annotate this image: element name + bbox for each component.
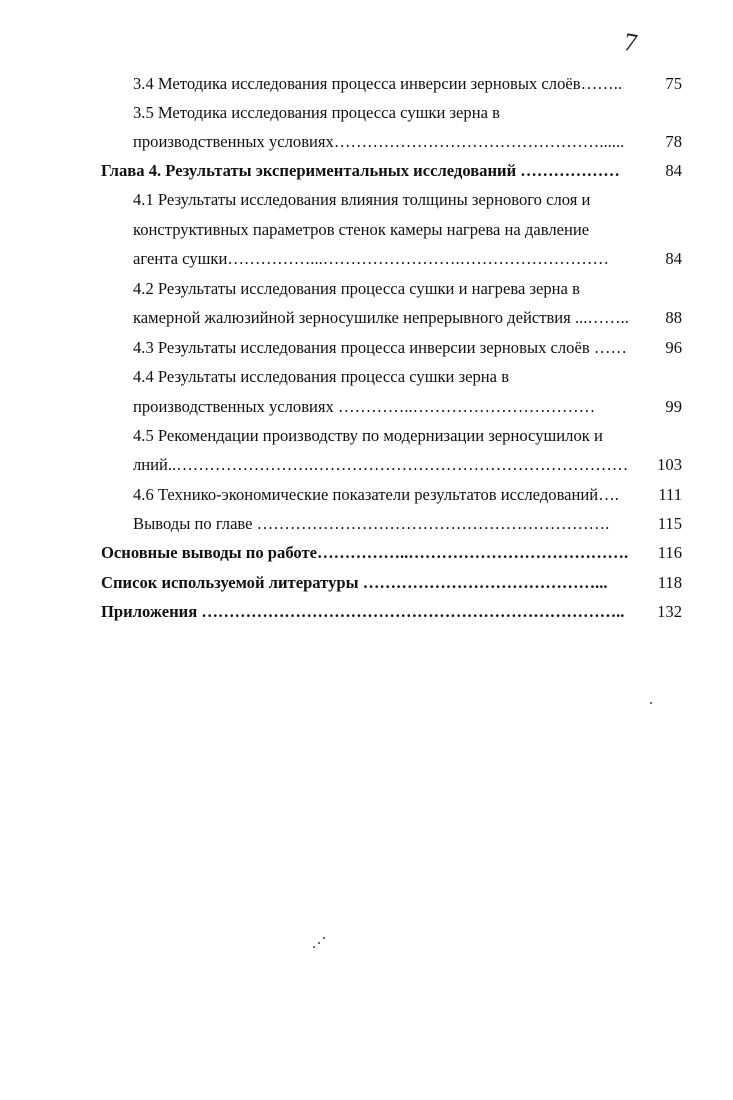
toc-entry-3-4: 3.4 Методика исследования процесса инверсии зерновых слоёв…….. — [133, 74, 623, 93]
toc-page-number: 78 — [665, 132, 682, 151]
toc-page-number: 132 — [657, 602, 682, 621]
toc-entry-4-4: 4.4 Результаты исследования процесса сушки зерна в — [133, 367, 510, 386]
toc-chapter-4: Глава 4. Результаты экспериментальных исследований ……………… — [101, 161, 620, 180]
toc-entry-4-6: 4.6 Технико-экономические показатели результатов исследований…. — [133, 485, 619, 504]
handwritten-page-number: 7 — [621, 27, 640, 58]
toc-entry-4-3: 4.3 Результаты исследования процесса инверсии зерновых слоёв …… — [133, 338, 628, 357]
toc-entry-3-5: 3.5 Методика исследования процесса сушки зерна в — [133, 103, 500, 122]
toc-page-number: 111 — [658, 485, 682, 504]
toc-entry-4-1-cont: конструктивных параметров стенок камеры нагрева на давление — [133, 220, 590, 239]
toc-page-number: 118 — [657, 573, 682, 592]
toc-page-number: 115 — [657, 514, 682, 533]
toc-entry-4-1-cont2: агента сушки……………...…………………….……………………… — [133, 249, 609, 268]
toc-page-number: 116 — [657, 543, 682, 562]
toc-entry-4-2-cont: камерной жалюзийной зерносушилке непрерывного действия ...…….. — [133, 308, 629, 327]
toc-page-number: 84 — [665, 249, 682, 268]
toc-entry-4-4-cont: производственных условиях …………..…………………………… — [133, 397, 596, 416]
scan-speck — [318, 942, 320, 944]
scan-speck — [313, 946, 315, 948]
scan-speck — [650, 702, 652, 704]
toc-page-number: 84 — [665, 161, 682, 180]
scan-speck — [323, 937, 325, 939]
toc-main-conclusions: Основные выводы по работе……………..…………………………………. — [101, 543, 629, 562]
toc-entry-3-5-cont: производственных условиях…………………………………………...... — [133, 132, 625, 151]
toc-entry-conclusions-chapter: Выводы по главе ………………………………………………………. — [133, 514, 610, 533]
toc-entry-4-1: 4.1 Результаты исследования влияния толщины зернового слоя и — [133, 190, 591, 209]
toc-entry-4-5: 4.5 Рекомендации производству по модернизации зерносушилок и — [133, 426, 603, 445]
toc-page-number: 75 — [665, 74, 682, 93]
toc-appendices: Приложения ………………………………………………………………….. — [101, 602, 625, 621]
toc-references: Список используемой литературы ……………………………………... — [101, 573, 608, 592]
toc-page-number: 96 — [665, 338, 682, 357]
toc-page-number: 99 — [665, 397, 682, 416]
toc-page-number: 103 — [657, 455, 682, 474]
toc-entry-4-2: 4.2 Результаты исследования процесса сушки и нагрева зерна в — [133, 279, 580, 298]
toc-page-number: 88 — [665, 308, 682, 327]
toc-entry-4-5-cont: лний..…………………….………………………………………………… — [133, 455, 629, 474]
